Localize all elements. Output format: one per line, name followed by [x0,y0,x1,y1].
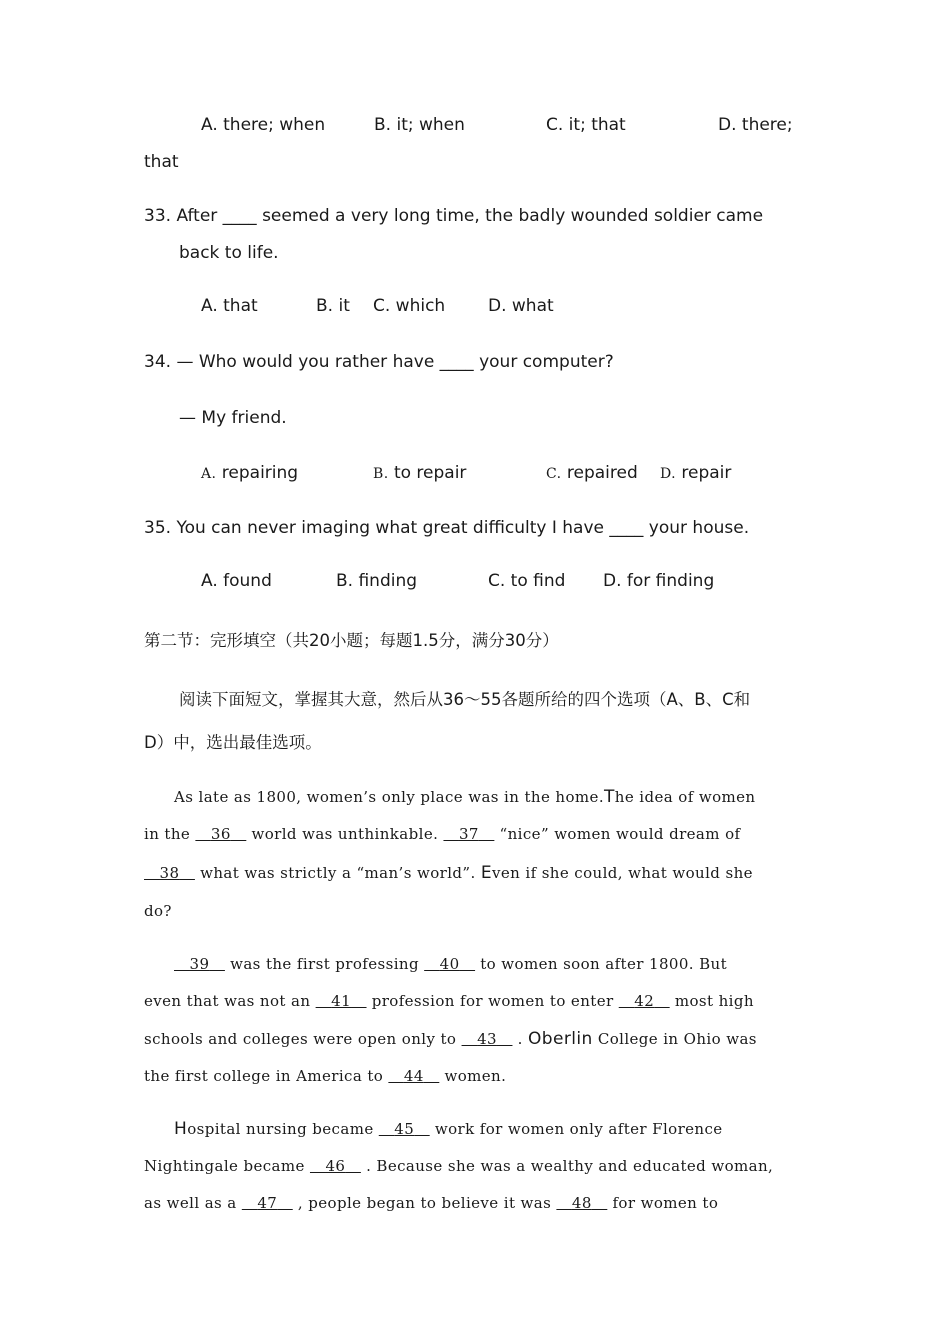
blank-46: 46 [325,1157,346,1175]
passage-text: for women to [612,1194,719,1212]
q34-option-c [546,463,638,483]
section-heading: 第二节：完形填空（共20小题；每题1.5分，满分30分） [144,631,559,650]
blank-37: 37 [458,825,479,843]
passage-text: “nice” women would dream of [499,825,741,843]
blank-39: 39 [189,955,210,973]
passage-text: Nightingale became [144,1157,305,1175]
passage-text: As late as 1800, women’s only place was in the home. [174,788,604,806]
blank-48: 48 [571,1194,592,1212]
passage-p3-line2 [144,1157,773,1175]
q33-stem: 33. After ____ seemed a very long time, the badly wounded soldier came [144,206,764,226]
passage-dropcap: E [480,863,492,883]
passage-text: what was strictly a “man’s world”. [200,864,476,882]
blank-45: 45 [394,1120,415,1138]
q35-option-c: C. to find [488,571,566,591]
q34-option-d [660,463,731,483]
q34-option-b-letter: B. [373,466,389,482]
passage-dropcap: T [603,787,615,807]
passage-text: schools and colleges were open only to [144,1030,457,1048]
q33-option-c: C. which [373,296,446,316]
q34-reply: — My friend. [179,408,287,428]
blank-44: 44 [403,1067,424,1085]
passage-p2-line4 [144,1067,506,1085]
passage-p1-line4: do? [144,902,172,920]
blank-47: 47 [257,1194,278,1212]
passage-text: the first college in America to [144,1067,384,1085]
passage-p2-line2 [144,992,754,1010]
q32-option-d: D. there; [718,115,793,135]
passage-p3-line3 [144,1194,718,1212]
q34-option-a-letter: A. [201,466,217,482]
q32-option-b: B. it; when [374,115,465,135]
passage-text: most high [674,992,754,1010]
passage-text: even that was not an [144,992,311,1010]
blank-40: 40 [439,955,460,973]
q32-option-d-wrap: that [144,152,179,172]
q34-option-b [373,463,466,483]
passage-text: . Because she was a wealthy and educated woman, [366,1157,774,1175]
passage-college-name: Oberlin [527,1029,593,1049]
passage-dropcap: H [174,1119,188,1139]
passage-p1-line1 [174,787,755,807]
passage-text: to women soon after 1800. But [480,955,728,973]
passage-p1-line3 [144,863,753,883]
q32-option-c: C. it; that [546,115,626,135]
q34-option-d-text: repair [681,463,732,483]
q35-stem: 35. You can never imaging what great difficulty I have ____ your house. [144,518,750,538]
blank-38: 38 [159,864,180,882]
passage-text: as well as a [144,1194,237,1212]
section-instructions-cont: D）中，选出最佳选项。 [144,733,322,752]
blank-41: 41 [331,992,352,1010]
q35-option-b: B. finding [336,571,418,591]
q34-option-a-text: repairing [221,463,299,483]
passage-text: . [517,1030,523,1048]
q33-option-b: B. it [316,296,350,316]
q33-stem-cont: back to life. [179,243,279,263]
q34-option-a [201,463,298,483]
section-instructions: 阅读下面短文，掌握其大意，然后从36～55各题所给的四个选项（A、B、C和 [179,690,751,709]
passage-text: women. [444,1067,507,1085]
passage-text: he idea of women [614,788,756,806]
passage-p3-line1 [174,1119,723,1139]
q34-option-c-text: repaired [566,463,638,483]
passage-text: profession for women to enter [371,992,614,1010]
blank-43: 43 [477,1030,497,1048]
q32-option-a: A. there; when [201,115,326,135]
passage-text: in the [144,825,191,843]
q34-option-c-letter: C. [546,466,562,482]
passage-text: ven if she could, what would she [492,864,753,882]
blank-36: 36 [210,825,231,843]
q34-option-d-letter: D. [660,466,676,482]
blank-42: 42 [634,992,655,1010]
q33-option-a: A. that [201,296,258,316]
q34-option-b-text: to repair [393,463,467,483]
passage-text: was the first professing [230,955,419,973]
passage-text: world was unthinkable. [251,825,439,843]
passage-p1-line2 [144,825,740,843]
passage-p2-line1 [174,955,727,973]
passage-p2-line3 [144,1029,757,1049]
q33-option-d: D. what [488,296,554,316]
passage-text: College in Ohio was [597,1030,757,1048]
q35-option-d: D. for finding [603,571,715,591]
passage-text: work for women only after Florence [434,1120,723,1138]
passage-text: ospital nursing became [187,1120,374,1138]
passage-text: , people began to believe it was [297,1194,552,1212]
q35-option-a: A. found [201,571,272,591]
q34-stem: 34. — Who would you rather have ____ your computer? [144,352,614,372]
